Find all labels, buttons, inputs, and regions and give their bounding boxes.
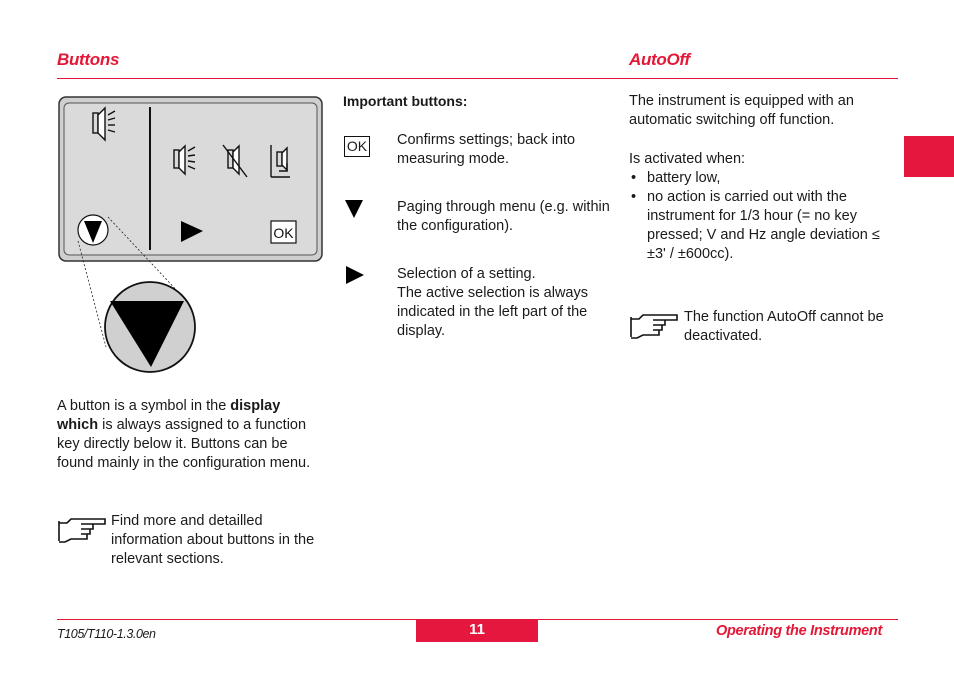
ok-button-description: Confirms settings; back into measuring mode. xyxy=(397,132,576,167)
buttons-description: A button is a symbol in the display which is always assigned to a function key directly below it. Buttons can be found mainly in the configuration menu. xyxy=(57,398,311,471)
autooff-note: The function AutoOff cannot be deactivated. xyxy=(684,309,884,344)
down-triangle-icon xyxy=(344,199,364,219)
right-triangle-icon xyxy=(345,265,365,285)
svg-text:OK: OK xyxy=(273,225,294,241)
buttons-heading: Buttons xyxy=(57,50,120,69)
ok-button-icon: OK xyxy=(344,136,370,157)
header-rule xyxy=(57,78,898,79)
activation-conditions xyxy=(629,169,895,264)
chapter-title: Operating the Instrument xyxy=(716,623,883,639)
buttons-note: Find more and detailled information about buttons in the relevant sections. xyxy=(111,513,315,567)
pointing-hand-icon xyxy=(629,311,679,341)
autooff-heading: AutoOff xyxy=(629,50,690,69)
chapter-tab xyxy=(904,136,954,177)
autooff-intro: The instrument is equipped with an automatic switching off function. xyxy=(629,93,854,128)
right-button-description: Selection of a setting. The active selection is always indicated in the left part of the display. xyxy=(397,266,588,339)
display-figure xyxy=(57,95,325,380)
activated-label: Is activated when: xyxy=(629,151,746,167)
list-item: • battery low, xyxy=(629,169,895,188)
pointing-hand-icon xyxy=(57,515,107,545)
list-item: • no action is carried out with the instrument for 1/3 hour (= no key pressed; V and Hz angle deviation ≤ ±3' / ±600cc). xyxy=(629,188,895,264)
document-code: T105/T110-1.3.0en xyxy=(57,627,156,641)
important-buttons-heading: Important buttons: xyxy=(343,93,468,109)
down-button-description: Paging through menu (e.g. within the configuration). xyxy=(397,199,610,234)
page-number: 11 xyxy=(416,620,538,642)
